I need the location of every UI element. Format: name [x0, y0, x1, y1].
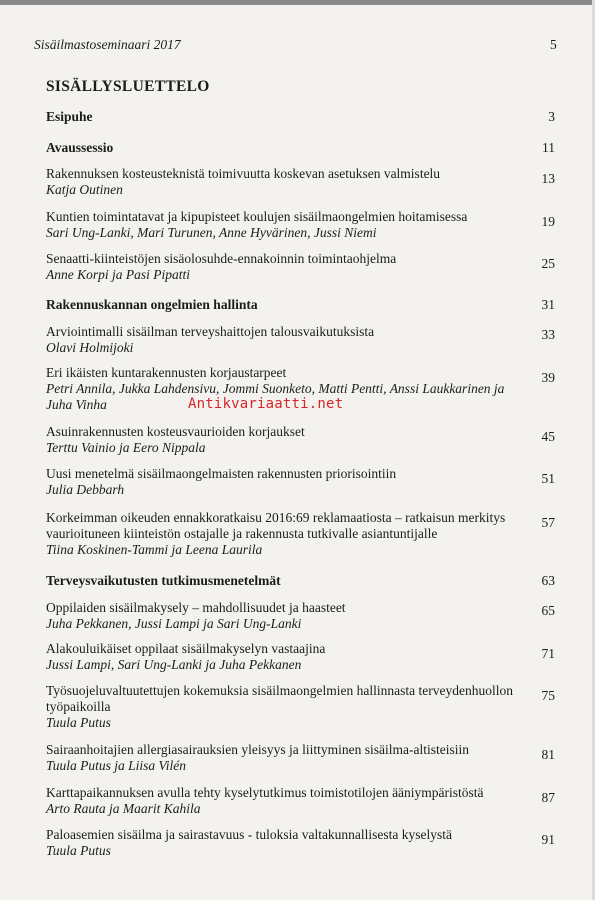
- toc-entry-title: Senaatti-kiinteistöjen sisäolosuhde-ennakoinnin toimintaohjelma: [46, 251, 397, 266]
- toc-entry: [46, 742, 526, 774]
- toc-entry-title: Työsuojeluvaltuutettujen kokemuksia sisäilmaongelmien hallinnasta terveydenhuollon työpaikoilla: [46, 683, 513, 714]
- toc-entry-page: 51: [541, 471, 555, 486]
- toc-entry: [46, 324, 526, 356]
- toc-entry-title: Eri ikäisten kuntarakennusten korjaustarpeet: [46, 365, 287, 380]
- toc-entry-page: 91: [541, 832, 555, 847]
- toc-entry-authors: Julia Debbarh: [46, 482, 125, 497]
- toc-entry-page: 45: [541, 429, 555, 444]
- running-header-page-number: 5: [550, 37, 557, 52]
- toc-entry-title: Sairaanhoitajien allergiasairauksien yleisyys ja liittyminen sisäilma-altisteisiin: [46, 742, 470, 757]
- toc-entry-authors: Terttu Vainio ja Eero Nippala: [46, 440, 206, 455]
- toc-section-page: 3: [548, 109, 555, 124]
- toc-entry: [46, 683, 526, 731]
- toc-section-page: 63: [541, 573, 555, 588]
- toc-entry-title: Oppilaiden sisäilmakysely – mahdollisuudet ja haasteet: [46, 600, 346, 615]
- toc-entry-authors: Tuula Putus ja Liisa Vilén: [46, 758, 187, 773]
- toc-entry-authors: Jussi Lampi, Sari Ung-Lanki ja Juha Pekkanen: [46, 657, 302, 672]
- toc-section-avaussessio: Avaussessio: [46, 140, 114, 155]
- toc-entry-title: Uusi menetelmä sisäilmaongelmaisten rakennusten priorisointiin: [46, 466, 397, 481]
- toc-entry-authors: Arto Rauta ja Maarit Kahila: [46, 801, 201, 816]
- toc-entry-title: Rakennuksen kosteusteknistä toimivuutta koskevan asetuksen valmistelu: [46, 166, 441, 181]
- toc-entry-title: Asuinrakennusten kosteusvaurioiden korjaukset: [46, 424, 305, 439]
- toc-entry: [46, 424, 526, 456]
- toc-entry-page: 39: [541, 370, 555, 385]
- page-top-edge: [0, 0, 595, 5]
- toc-entry-authors: Katja Outinen: [46, 182, 123, 197]
- toc-section-rakennuskanta: Rakennuskannan ongelmien hallinta: [46, 297, 258, 312]
- toc-entry-page: 81: [541, 747, 555, 762]
- toc-entry-page: 25: [541, 256, 555, 271]
- toc-entry-page: 13: [541, 171, 555, 186]
- toc-entry-authors: Tuula Putus: [46, 715, 111, 730]
- toc-entry-page: 75: [541, 688, 555, 703]
- running-header-title: Sisäilmastoseminaari 2017: [34, 37, 181, 52]
- toc-entry-page: 57: [541, 515, 555, 530]
- toc-entry: [46, 827, 526, 859]
- toc-entry-authors: Juha Pekkanen, Jussi Lampi ja Sari Ung-Lanki: [46, 616, 302, 631]
- toc-entry-authors: Anne Korpi ja Pasi Pipatti: [46, 267, 190, 282]
- toc-entry-authors: Tuula Putus: [46, 843, 111, 858]
- toc-section-esipuhe: Esipuhe: [46, 109, 93, 124]
- toc-entry-authors: Tiina Koskinen-Tammi ja Leena Laurila: [46, 542, 263, 557]
- toc-entry-title: Karttapaikannuksen avulla tehty kyselytutkimus toimistotilojen ääniympäristöstä: [46, 785, 484, 800]
- toc-entry-title: Arviointimalli sisäilman terveyshaittojen talousvaikutuksista: [46, 324, 375, 339]
- toc-entry: [46, 251, 526, 283]
- toc-entry-title: Paloasemien sisäilma ja sairastavuus - tuloksia valtakunnallisesta kyselystä: [46, 827, 453, 842]
- toc-entry-authors: Petri Annila, Jukka Lahdensivu, Jommi Suonketo, Matti Pentti, Anssi Laukkarinen ja Juha Vinha: [46, 381, 505, 412]
- toc-entry-title: Kuntien toimintatavat ja kipupisteet koulujen sisäilmaongelmien hoitamisessa: [46, 209, 468, 224]
- toc-entry-page: 19: [541, 214, 555, 229]
- toc-entry-page: 71: [541, 646, 555, 661]
- toc-entry-authors: Sari Ung-Lanki, Mari Turunen, Anne Hyvärinen, Jussi Niemi: [46, 225, 377, 240]
- toc-entry: [46, 510, 526, 558]
- toc-entry: [46, 166, 526, 198]
- toc-entry: [46, 785, 526, 817]
- toc-entry-title: Korkeimman oikeuden ennakkoratkaisu 2016:69 reklamaatiosta – ratkaisun merkitys vaurioituneen kiinteistön ostajalle ja rakennusta tutkivalle asiantuntijalle: [46, 510, 506, 541]
- toc-section-page: 11: [542, 140, 555, 155]
- toc-entry-title: Alakouluikäiset oppilaat sisäilmakyselyn vastaajina: [46, 641, 326, 656]
- toc-entry: [46, 466, 526, 498]
- toc-section-terveysvaikutukset: Terveysvaikutusten tutkimusmenetelmät: [46, 573, 281, 588]
- toc-entry: [46, 209, 526, 241]
- seller-watermark: Antikvariaatti.net: [188, 396, 344, 412]
- toc-heading: SISÄLLYSLUETTELO: [46, 78, 210, 95]
- toc-entry-authors: Olavi Holmijoki: [46, 340, 134, 355]
- toc-entry: [46, 641, 526, 673]
- toc-entry: [46, 600, 526, 632]
- toc-entry-page: 65: [541, 603, 555, 618]
- toc-entry-page: 87: [541, 790, 555, 805]
- toc-section-page: 31: [541, 297, 555, 312]
- toc-entry-page: 33: [541, 327, 555, 342]
